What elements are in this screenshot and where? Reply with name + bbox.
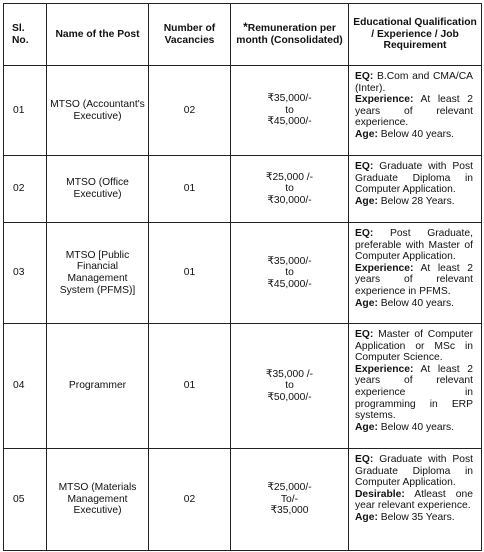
eq-label: EQ: (355, 71, 374, 82)
eq-line (355, 329, 473, 364)
age-line (355, 129, 473, 141)
desirable-line (355, 489, 473, 512)
experience-line (355, 94, 473, 129)
post-cell: MTSO (Office Executive) (47, 156, 149, 223)
remuneration-asterisk: * (243, 19, 248, 34)
experience-label: Experience: (355, 262, 414, 274)
table-row (4, 66, 482, 156)
vacancies-cell: 01 (149, 223, 231, 324)
age-label: Age: (355, 195, 378, 207)
age-label: Age: (355, 128, 378, 140)
header-remuneration (231, 4, 349, 66)
post-cell: Programmer (47, 324, 149, 449)
header-remuneration-label: Remuneration per month (Consolidated) (236, 22, 343, 46)
age-line (355, 298, 473, 310)
eq-line (355, 228, 473, 263)
pay-to: ₹35,000 (270, 505, 309, 517)
age-line (355, 512, 473, 524)
sl-no-cell: 02 (4, 156, 47, 223)
eq-label: EQ: (355, 329, 374, 340)
requirement-cell (349, 156, 482, 223)
pay-from: ₹25,000/- (267, 482, 312, 494)
experience-label: Experience: (355, 363, 414, 375)
requirement-cell (349, 324, 482, 449)
pay-from: ₹35,000 /- (265, 368, 314, 380)
pay-to: ₹45,000/- (267, 278, 312, 290)
eq-text: B.Com and CMA/CA (Inter). (355, 71, 473, 94)
remuneration-cell (231, 66, 349, 156)
vacancies-cell: 02 (149, 66, 231, 156)
experience-label: Experience: (355, 94, 414, 106)
vacancies-cell: 02 (149, 449, 231, 551)
eq-line (355, 71, 473, 94)
age-text: Below 40 years. (380, 297, 455, 309)
header-post: Name of the Post (47, 4, 149, 66)
experience-text: At least 2 years of relevant experience in PFMS. (355, 262, 473, 297)
pay-to: ₹50,000/- (267, 391, 312, 403)
pay-to-word: to (285, 267, 294, 279)
eq-text: Post Graduate, preferable with Master of Computer Application. (355, 228, 473, 263)
remuneration-cell (231, 449, 349, 551)
age-label: Age: (355, 511, 378, 523)
eq-text: Graduate with Post Graduate Diploma in Computer Application. (355, 161, 473, 196)
sl-no-cell: 01 (4, 66, 47, 156)
age-text: Below 28 Years. (380, 195, 455, 207)
eq-label: EQ: (355, 454, 374, 465)
experience-line (355, 263, 473, 298)
experience-line (355, 364, 473, 422)
desirable-text: Atleast one year relevant experience. (355, 488, 473, 512)
pay-to-word: to (285, 104, 294, 116)
vacancies-cell: 01 (149, 324, 231, 449)
pay-from: ₹25,000 /- (265, 171, 314, 183)
age-line (355, 196, 473, 208)
remuneration-cell (231, 223, 349, 324)
table-row (4, 156, 482, 223)
age-label: Age: (355, 297, 378, 309)
remuneration-cell (231, 156, 349, 223)
pay-to: ₹30,000/- (267, 194, 312, 206)
sl-no-cell: 05 (4, 449, 47, 551)
pay-to-word: to (285, 183, 294, 195)
vacancies-cell: 01 (149, 156, 231, 223)
eq-line (355, 161, 473, 196)
eq-text: Graduate with Post Graduate Diploma in Computer Application. (355, 454, 473, 489)
desirable-label: Desirable: (355, 488, 405, 500)
header-vacancies: Number of Vacancies (149, 4, 231, 66)
pay-from: ₹35,000/- (267, 255, 312, 267)
table-row (4, 449, 482, 551)
pay-to: ₹45,000/- (267, 116, 312, 128)
remuneration-cell (231, 324, 349, 449)
requirement-cell (349, 449, 482, 551)
header-sl-no: Sl. No. (4, 4, 47, 66)
pay-from: ₹35,000/- (267, 93, 312, 105)
header-requirement: Educational Qualification / Experience / Job Requirement (349, 4, 482, 66)
eq-line (355, 454, 473, 489)
sl-no-cell: 03 (4, 223, 47, 324)
eq-label: EQ: (355, 161, 374, 172)
age-text: Below 40 years. (380, 421, 455, 433)
requirement-cell (349, 223, 482, 324)
age-text: Below 35 Years. (380, 511, 455, 523)
eq-text: Master of Computer Application or MSc in Computer Science. (355, 329, 473, 364)
header-row (4, 4, 482, 66)
eq-label: EQ: (355, 228, 374, 239)
sl-no-cell: 04 (4, 324, 47, 449)
table-row (4, 223, 482, 324)
pay-to-word: To/- (280, 493, 299, 505)
requirement-cell (349, 66, 482, 156)
experience-text: At least 2 years of relevant experience in programming in ERP systems. (355, 363, 473, 422)
vacancy-table (3, 3, 482, 551)
table-row (4, 324, 482, 449)
post-cell: MTSO (Accountant's Executive) (47, 66, 149, 156)
post-cell: MTSO [Public Financial Management System (PFMS)] (47, 223, 149, 324)
experience-text: At least 2 years of relevant experience. (355, 94, 473, 129)
post-cell: MTSO (Materials Management Executive) (47, 449, 149, 551)
age-line (355, 422, 473, 434)
pay-to-word: to (285, 380, 294, 392)
age-text: Below 40 years. (380, 128, 455, 140)
age-label: Age: (355, 421, 378, 433)
